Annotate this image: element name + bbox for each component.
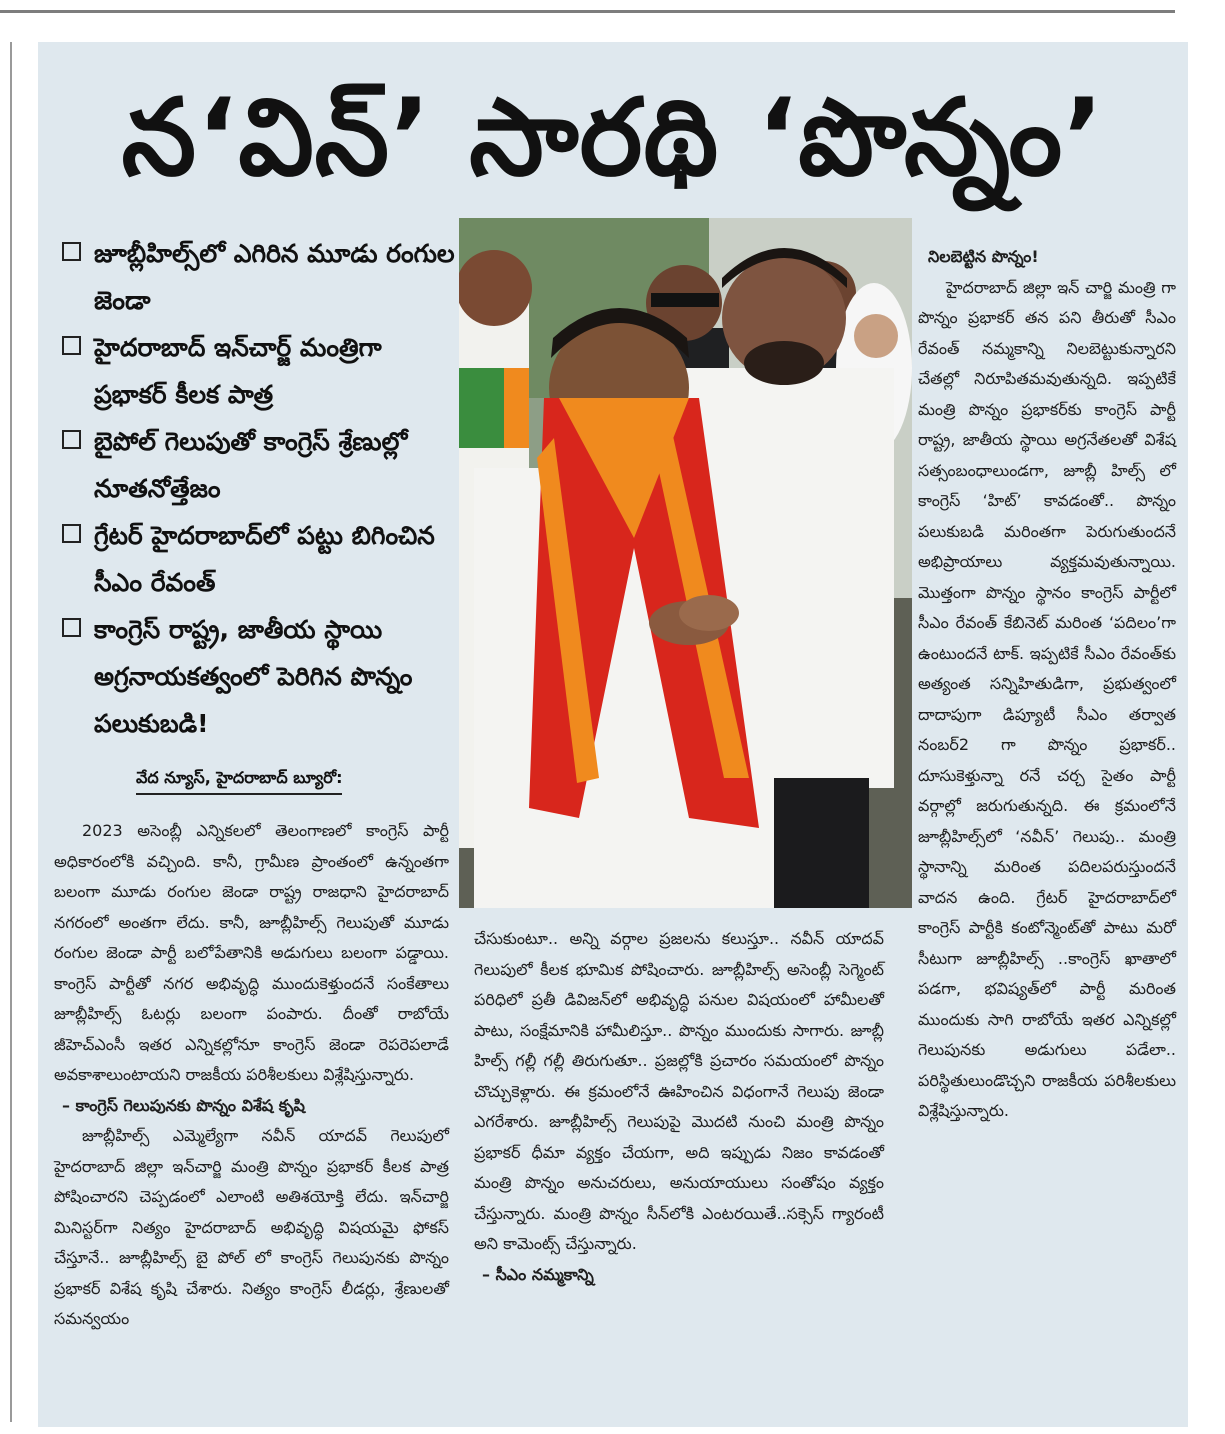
article-column-2 bbox=[474, 924, 884, 1290]
article-column-3 bbox=[918, 242, 1176, 1127]
body-paragraph: 2023 అసెంబ్లీ ఎన్నికలలో తెలంగాణలో కాంగ్రెస్ పార్టీ అధికారంలోకి వచ్చింది. కానీ, గ్రామీణ ప్రాంతంలో ఉన్నంతగా బలంగా మూడు రంగుల జెండా రాష్ట్ర రాజధాని హైదరాబాద్ నగరంలో అంతగా లేదు. కానీ, జూబ్లీహిల్స్ గెలుపుతో మూడు రంగుల జెండా పార్టీ బలోపేతానికి అడుగులు బలంగా పడ్డాయి. కాంగ్రెస్ పార్టీతో నగర అభివృద్ధి ముందుకెళ్తుందనే సంకేతాలు జూబ్లీహిల్స్ ఓటర్లు బలంగా పంపారు. దీంతో రాబోయే జీహెచ్‌ఎంసీ ఇతర ఎన్నికల్లోనూ కాంగ్రెస్ జెండా రెపరెపలాడే అవకాశాలుంటాయని రాజకీయ పరిశీలకులు విశ్లేషిస్తున్నారు. bbox=[54, 821, 449, 1084]
body-paragraph: జూబ్లీహిల్స్ ఎమ్మెల్యేగా నవీన్ యాదవ్ గెలుపులో హైదరాబాద్ జిల్లా ఇన్‌చార్జి మంత్రి పొన్నం ప్రభాకర్ కీలక పాత్ర పోషించారని చెప్పడంలో ఎలాంటి అతిశయోక్తి లేదు. ఇన్‌చార్జి మినిస్టర్‌గా నిత్యం హైదరాబాద్ అభివృద్ధి విషయమై ఫోకస్ చేస్తూనే.. జూబ్లీహిల్స్ బై పోల్ లో కాంగ్రెస్ గెలుపునకు పొన్నం ప్రభాకర్ విశేష కృషి చేశారు. నిత్యం కాంగ్రెస్ లీడర్లు, శ్రేణులతో సమన్వయం bbox=[54, 1126, 449, 1328]
highlight-text: కాంగ్రెస్ రాష్ట్ర, జాతీయ స్థాయి అగ్రనాయకత్వంలో పెరిగిన పొన్నం పలుకుబడి! bbox=[94, 615, 413, 738]
subheading: – కాంగ్రెస్ గెలుపునకు పొన్నం విశేష కృషి bbox=[62, 1095, 305, 1115]
highlight-text: హైదరాబాద్ ఇన్‌చార్జ్ మంత్రిగా ప్రభాకర్ కీలక పాత్ర bbox=[94, 333, 382, 409]
checkbox-bullet-icon bbox=[62, 430, 81, 449]
body-paragraph: చేసుకుంటూ.. అన్ని వర్గాల ప్రజలను కలుస్తూ.. నవీన్ యాదవ్ గెలుపులో కీలక భూమిక పోషించారు. జూబ్లీహిల్స్ అసెంబ్లీ సెగ్మెంట్ పరిధిలో ప్రతీ డివిజన్‌లో అభివృద్ధి పనుల విషయంలో హామీలతో పాటు, సంక్షేమానికి హామీలిస్తూ.. పొన్నం ముందుకు సాగారు. జూబ్లీ హిల్స్ గల్లీ గల్లీ తిరుగుతూ.. ప్రజల్లోకి ప్రచారం సమయంలో పొన్నం చొచ్చుకెళ్లారు. ఈ క్రమంలోనే ఊహించిన విధంగానే గెలుపు జెండా ఎగరేశారు. జూబ్లీహిల్స్ గెలుపుపై మొదటి నుంచి మంత్రి పొన్నం ప్రభాకర్ ధీమా వ్యక్తం చేయగా, అది ఇప్పుడు నిజం కావడంతో మంత్రి పొన్నం అనుచరులు, అనుయాయులు సంతోషం వ్యక్తం చేస్తున్నారు. మంత్రి పొన్నం సీన్‌లోకి ఎంటరయితే..సక్సెస్ గ్యారంటీ అని కామెంట్స్ చేస్తున్నారు. bbox=[474, 929, 884, 1253]
highlights-list bbox=[60, 230, 460, 747]
highlight-text: బైపోల్ గెలుపుతో కాంగ్రెస్ శ్రేణుల్లో నూతనోత్తేజం bbox=[94, 427, 408, 503]
checkbox-bullet-icon bbox=[62, 242, 81, 261]
highlight-text: జూబ్లీహిల్స్‌లో ఎగిరిన మూడు రంగుల జెండా bbox=[94, 239, 455, 315]
article-column-1 bbox=[54, 816, 449, 1335]
photo-illustration bbox=[459, 218, 912, 908]
highlight-item bbox=[60, 418, 460, 512]
checkbox-bullet-icon bbox=[62, 524, 81, 543]
news-article bbox=[38, 42, 1188, 1427]
headline: న‘విన్’ సారథి ‘పొన్నం’ bbox=[121, 76, 1105, 199]
subheading: నిలబెట్టిన పొన్నం! bbox=[928, 247, 1039, 266]
checkbox-bullet-icon bbox=[62, 336, 81, 355]
checkbox-bullet-icon bbox=[62, 618, 81, 637]
side-rule bbox=[10, 42, 12, 1422]
highlight-item bbox=[60, 324, 460, 418]
highlight-item bbox=[60, 230, 460, 324]
news-photo bbox=[459, 218, 912, 908]
highlight-text: గ్రేటర్ హైదరాబాద్‌లో పట్టు బిగించిన సీఎం రేవంత్ bbox=[94, 521, 435, 597]
highlight-item bbox=[60, 512, 460, 606]
subheading: – సీఎం నమ్మకాన్ని bbox=[482, 1264, 594, 1284]
highlight-item bbox=[60, 606, 460, 747]
body-paragraph: హైదరాబాద్ జిల్లా ఇన్ చార్జి మంత్రి గా పొన్నం ప్రభాకర్ తన పని తీరుతో సీఎం రేవంత్ నమ్మకాన్ని నిలబెట్టుకున్నారని చేతల్లో నిరూపితమవుతున్నది. ఇప్పటికే మంత్రి పొన్నం ప్రభాకర్‌కు కాంగ్రెస్ పార్టీ రాష్ట్ర, జాతీయ స్థాయి అగ్రనేతలతో విశేష సత్సంబంధాలుండగా, జూబ్లీ హిల్స్ లో కాంగ్రెస్ ‘హిట్’ కావడంతో.. పొన్నం పలుకుబడి మరింతగా పెరుగుతుందనే అభిప్రాయాలు వ్యక్తమవుతున్నాయి. మొత్తంగా పొన్నం స్థానం కాంగ్రెస్ పార్టీలో సీఎం రేవంత్ కేబినెట్ మరింత ‘పదిలం’గా ఉంటుందనే టాక్. ఇప్పటికే సీఎం రేవంత్‌కు అత్యంత సన్నిహితుడిగా, ప్రభుత్వంలో దాదాపుగా డిప్యూటీ సీఎం తర్వాత నంబర్2 గా పొన్నం ప్రభాకర్.. దూసుకెళ్తున్నా రనే చర్చ సైతం పార్టీ వర్గాల్లో జరుగుతున్నది. ఈ క్రమంలోనే జూబ్లీహిల్స్‌లో ‘నవీన్’ గెలుపు.. మంత్రి స్థానాన్ని మరింత పదిలపరుస్తుందనే వాదన ఉంది. గ్రేటర్ హైదరాబాద్‌లో కాంగ్రెస్ పార్టీకి కంటోన్మెంట్‌తో పాటు మరో సీటుగా జూబ్లీహిల్స్ ..కాంగ్రెస్ ఖాతాలో పడగా, భవిష్యత్‌లో పార్టీ మరింత ముందుకు సాగి రాబోయే ఇతర ఎన్నికల్లో గెలుపునకు అడుగులు పడేలా.. పరిస్థితులుండొచ్చని రాజకీయ పరిశీలకులు విశ్లేషిస్తున్నారు. bbox=[918, 277, 1176, 1120]
top-rule bbox=[0, 10, 1175, 13]
byline: వేద న్యూస్, హైదరాబాద్ బ్యూరో: bbox=[136, 768, 342, 795]
